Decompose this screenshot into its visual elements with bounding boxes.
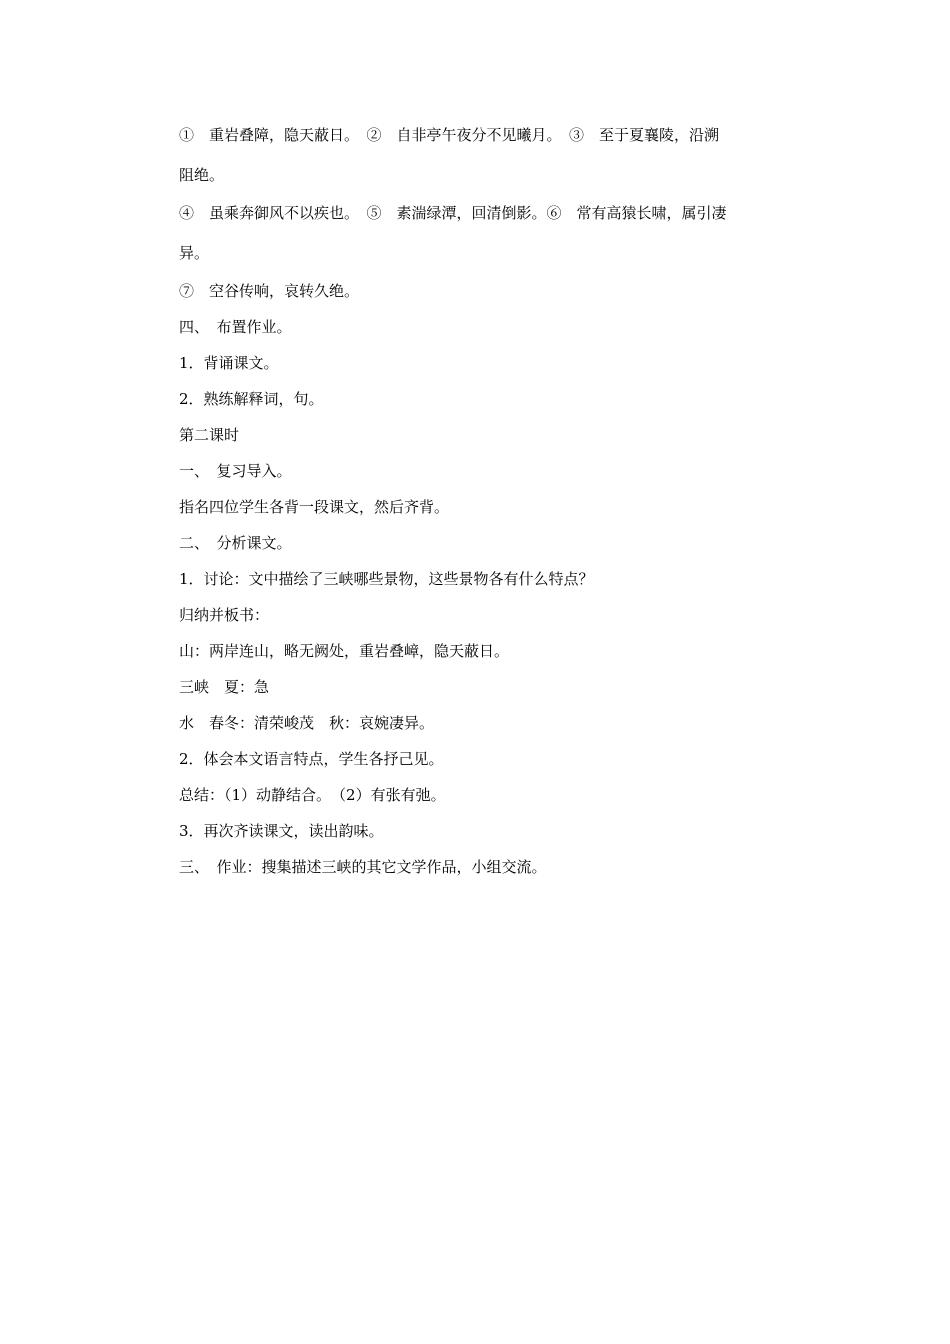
board-mountain: 山：两岸连山，略无阙处，重岩叠嶂，隐天蔽日。 bbox=[179, 642, 510, 660]
sentence-line-2b: 异。 bbox=[179, 244, 210, 262]
sentence-line-1a: ① 重岩叠障，隐天蔽日。 ② 自非亭午夜分不见曦月。 ③ 至于夏襄陵，沿溯 bbox=[179, 126, 720, 144]
language-question: 2．体会本文语言特点，学生各抒己见。 bbox=[179, 750, 444, 768]
board-summer: 三峡 夏：急 bbox=[179, 678, 270, 696]
sentence-group-1 bbox=[179, 124, 807, 186]
homework-item-2: 2．熟练解释词，句。 bbox=[179, 390, 324, 408]
board-label: 归纳并板书： bbox=[179, 606, 270, 624]
summary-line: 总结：（1）动静结合。 （2）有张有弛。 bbox=[179, 786, 446, 804]
review-heading: 一、 复习导入。 bbox=[179, 462, 292, 480]
document-page bbox=[179, 124, 807, 892]
lesson-two-heading: 第二课时 bbox=[179, 426, 240, 444]
reread-item: 3．再次齐读课文，读出韵味。 bbox=[179, 822, 384, 840]
discussion-question: 1．讨论：文中描绘了三峡哪些景物，这些景物各有什么特点？ bbox=[179, 570, 594, 588]
sentence-line-2a: ④ 虽乘奔御风不以疾也。 ⑤ 素湍绿潭，回清倒影。⑥ 常有高猿长啸，属引凄 bbox=[179, 204, 727, 222]
homework-item-1: 1．背诵课文。 bbox=[179, 354, 279, 372]
homework-heading: 三、 作业：搜集描述三峡的其它文学作品，小组交流。 bbox=[179, 858, 547, 876]
sentence-group-2 bbox=[179, 202, 807, 264]
board-water: 水 春冬：清荣峻茂 秋：哀婉凄异。 bbox=[179, 714, 435, 732]
analysis-heading: 二、 分析课文。 bbox=[179, 534, 292, 552]
review-body: 指名四位学生各背一段课文，然后齐背。 bbox=[179, 498, 450, 516]
section-four-heading: 四、 布置作业。 bbox=[179, 318, 292, 336]
sentence-line-3: ⑦ 空谷传响，哀转久绝。 bbox=[179, 282, 360, 300]
sentence-line-1b: 阻绝。 bbox=[179, 166, 225, 184]
